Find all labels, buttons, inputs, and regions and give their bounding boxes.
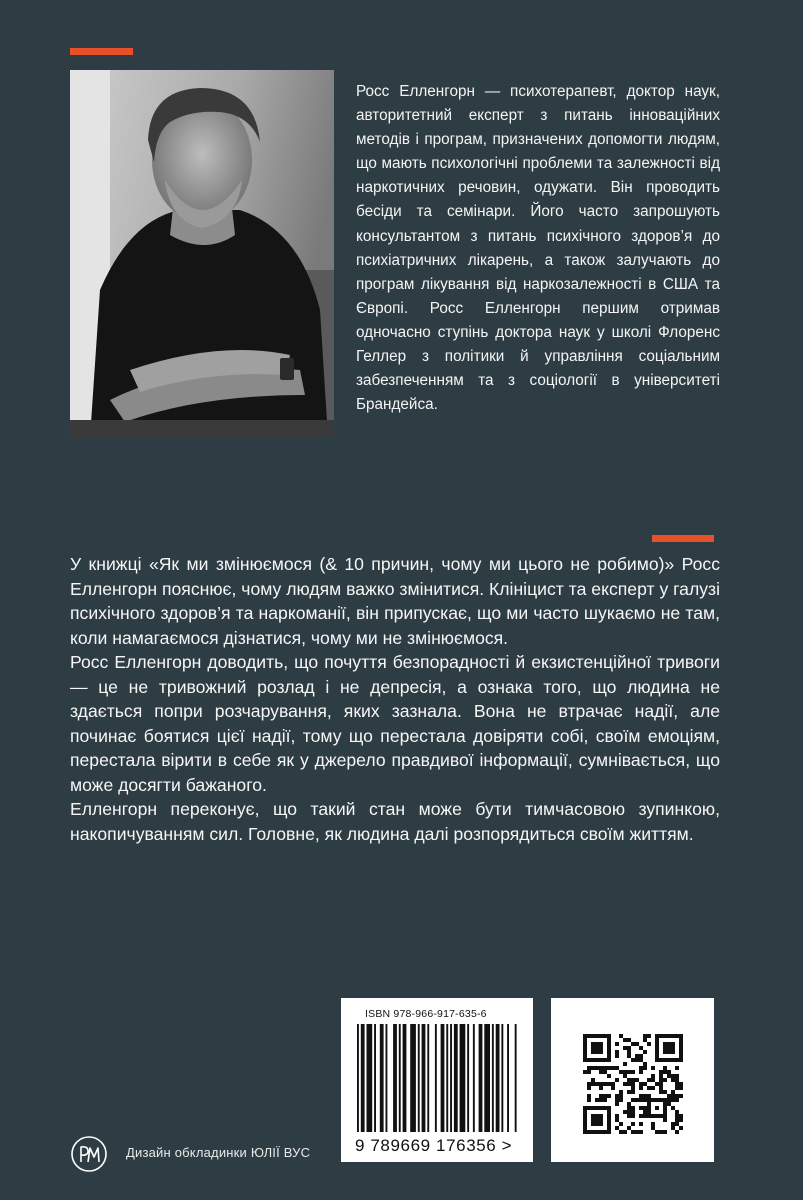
author-photo: [70, 70, 334, 438]
accent-bar-top: [70, 48, 133, 55]
author-bio: [356, 80, 720, 417]
description-paragraph-1: У книжці «Як ми змінюємося (& 10 причин, чому ми цього не робимо)» Росс Елленгорн пояснює, чому людям важко змінитися. Клініцист та експерт у галузі психічного здоров’я та наркоманії, він припускає, що ми часто шукаємо не там, коли намагаємося дізнатися, чому ми не змінюємося.: [70, 554, 720, 648]
ean-digits: 9 789669 176356 >: [355, 1136, 513, 1155]
author-bio-text: Росс Елленгорн — психотерапевт, доктор наук, авторитетний експерт з питань інноваційних методів і програм, призначених допомогти людям, що мають психологічні проблеми та залежності від наркотичних речовин, одужати. Він проводить бесіди та семінари. Його часто запрошують консультантом з питань психічного здоров’я до психіатричних лікарень, а також залучають до програм лікування від наркозалежності в США та Європі. Росс Елленгорн першим отримав одночасно ступінь доктора наук у школі Флоренс Геллер з політики й управління соціальним забезпеченням та з соціології в університеті Брандейса.: [356, 83, 720, 414]
barcode-image: [353, 1024, 521, 1134]
accent-bar-middle: [652, 535, 714, 542]
isbn-label: ISBN 978-966-917-635-6: [365, 1008, 487, 1020]
qr-code-image: [583, 1034, 683, 1134]
book-description: [70, 552, 720, 846]
cover-design-credit: Дизайн обкладинки ЮЛІЇ ВУС: [126, 1145, 311, 1160]
barcode-panel: [341, 998, 533, 1162]
qr-code-panel: [551, 998, 714, 1162]
description-paragraph-2: Росс Елленгорн доводить, що почуття безпорадності й екзистенційної тривоги — це не тривожний розлад і не депресія, а ознака того, що людина не здається попри розчарування, яких зазнала. Вона не втрачає надії, але починає боятися цієї надії, тому що перестала довіряти собі, своїм емоціям, перестала вірити в себе як у джерело правдивої інформації, сумнівається, що може досягти бажаного.: [70, 652, 720, 795]
description-paragraph-3: Елленгорн переконує, що такий стан може бути тимчасовою зупинкою, накопичуванням сил. Головне, як людина далі розпорядиться своїм життям.: [70, 799, 720, 844]
publisher-logo: [70, 1135, 108, 1173]
